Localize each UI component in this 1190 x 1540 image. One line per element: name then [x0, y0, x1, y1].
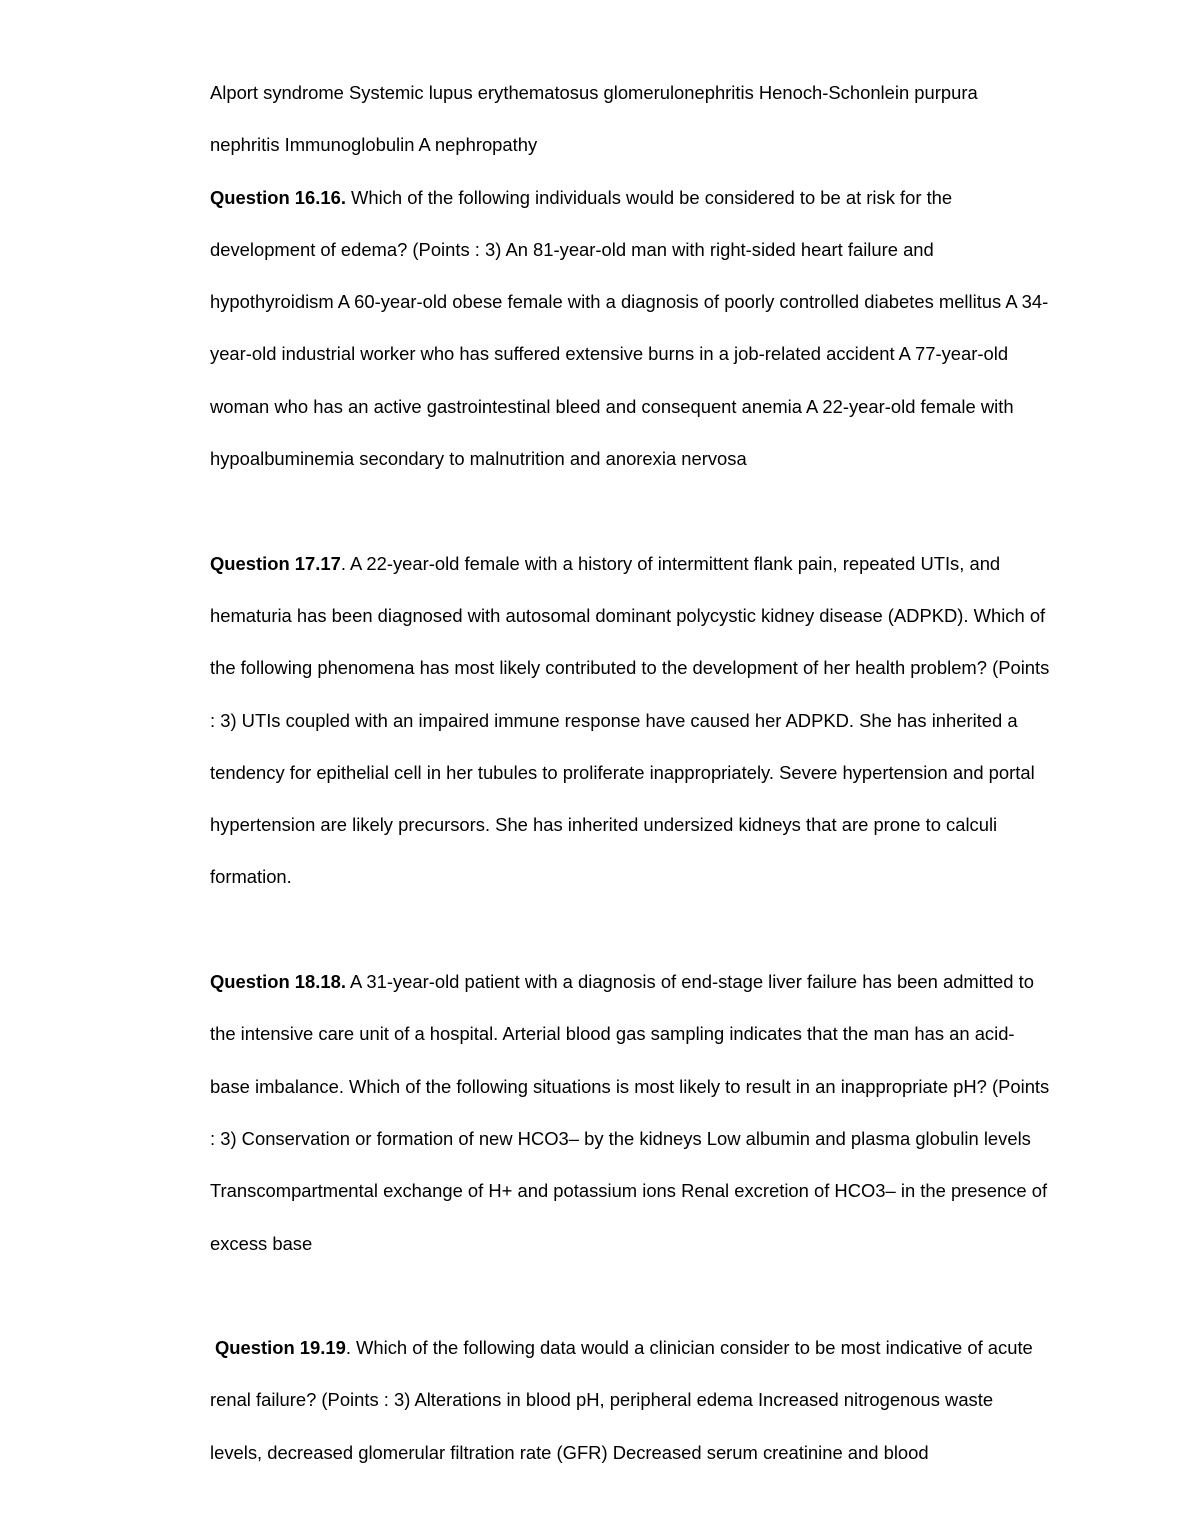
question-body: . Which of the following data would a clinician consider to be most indicative of acute renal failure? (Points : 3) Alterations in blood pH, peripheral edema Increased nitrogenous waste levels, decreased glomerular filtration rate (GFR) Decreased serum creatinine and blood [210, 1337, 1033, 1463]
paragraph-gap [210, 1270, 1050, 1322]
question-label: Question 19.19 [215, 1337, 346, 1359]
question-body: Which of the following individuals would be considered to be at risk for the development of edema? (Points : 3) An 81-year-old man with right-sided heart failure and hypothyroidism A 60-year-old obese female with a diagnosis of poorly controlled diabetes mellitus A 34-year-old industrial worker who has suffered extensive burns in a job-related accident A 77-year-old woman who has an active gastrointestinal bleed and consequent anemia A 22-year-old female with hypoalbuminemia secondary to malnutrition and anorexia nervosa [210, 186, 1049, 470]
question-18 [210, 956, 1050, 1270]
question-body: . A 22-year-old female with a history of intermittent flank pain, repeated UTIs, and hematuria has been diagnosed with autosomal dominant polycystic kidney disease (ADPKD). Which of the following phenomena has most likely contributed to the development of her health problem? (Points : 3) UTIs coupled with an impaired immune response have caused her ADPKD. She has inherited a tendency for epithelial cell in her tubules to proliferate inappropriately. Severe hypertension and portal hypertension are likely precursors. She has inherited undersized kidneys that are prone to calculi formation. [210, 552, 1050, 888]
document-text [210, 67, 1050, 1479]
question-label: Question 17.17 [210, 552, 341, 574]
question-17 [210, 538, 1050, 904]
question-16 [210, 172, 1050, 486]
intro-paragraph: Alport syndrome Systemic lupus erythematosus glomerulonephritis Henoch-Schonlein purpura nephritis Immunoglobulin A nephropathy [210, 82, 978, 156]
paragraph-gap [210, 485, 1050, 537]
question-19 [210, 1322, 1050, 1479]
question-body: A 31-year-old patient with a diagnosis of end-stage liver failure has been admitted to the intensive care unit of a hospital. Arterial blood gas sampling indicates that the man has an acid-base imbalance. Which of the following situations is most likely to result in an inappropriate pH? (Points : 3) Conservation or formation of new HCO3– by the kidneys Low albumin and plasma globulin levels Transcompartmental exchange of H+ and potassium ions Renal excretion of HCO3– in the presence of excess base [210, 971, 1050, 1254]
question-label: Question 16.16. [210, 186, 346, 208]
question-label: Question 18.18. [210, 971, 346, 993]
paragraph-gap [210, 904, 1050, 956]
